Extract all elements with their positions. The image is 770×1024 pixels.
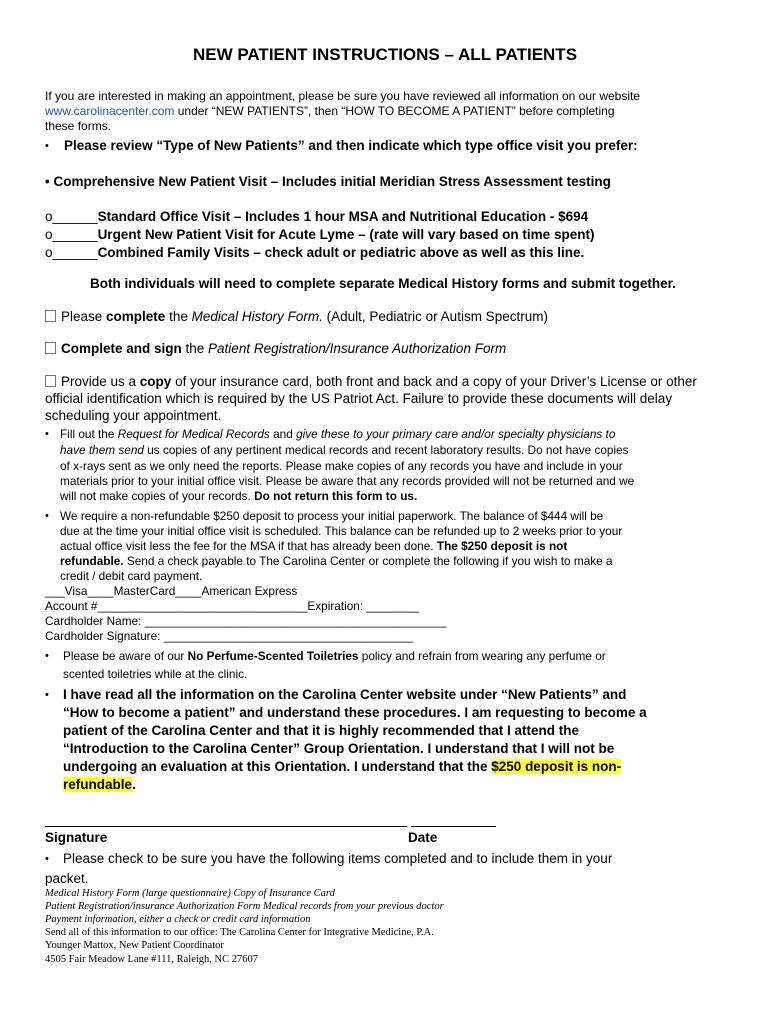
footer-line-5: Younger Mattox, New Patient Coordinator bbox=[45, 940, 224, 951]
option-marker: o______ bbox=[45, 245, 98, 260]
checklist-item-registration bbox=[45, 341, 506, 356]
packet-line-2: packet. bbox=[45, 871, 89, 886]
option-family[interactable] bbox=[45, 245, 584, 260]
text: have them send bbox=[60, 443, 144, 457]
footer-line-2: Patient Registration/insurance Authorization Form Medical records from your previous doctor bbox=[45, 901, 444, 912]
text: Patient Registration/Insurance Authorization Form bbox=[208, 341, 507, 356]
bullet: • bbox=[45, 650, 49, 662]
ack-line-4: “Introduction to the Carolina Center” Group Orientation. I understand that I will not be bbox=[63, 741, 615, 756]
deposit-line-5: credit / debit card payment. bbox=[60, 569, 203, 583]
website-link[interactable]: www.carolinacenter.com bbox=[45, 104, 175, 118]
cardholder-signature-field[interactable]: Cardholder Signature: ______________________________________ bbox=[45, 629, 414, 643]
text: No Perfume-Scented Toiletries bbox=[187, 649, 359, 663]
records-line-5 bbox=[60, 489, 417, 503]
date-line[interactable] bbox=[411, 826, 496, 827]
text: copy bbox=[139, 374, 172, 389]
signature-line[interactable] bbox=[45, 826, 407, 827]
option-urgent-lyme[interactable] bbox=[45, 227, 594, 242]
review-prompt: Please review “Type of New Patients” and then indicate which type office visit you prefer: bbox=[64, 138, 638, 153]
bullet: • bbox=[45, 140, 49, 152]
ack-line-6 bbox=[63, 777, 136, 792]
text: complete bbox=[106, 309, 166, 324]
text: Send a check payable to The Carolina Center or complete the following if you wish to make a bbox=[123, 554, 613, 568]
footer-line-4: Send all of this information to our office: The Carolina Center for Integrative Medicine, P.A. bbox=[45, 927, 434, 938]
text: The $250 deposit is not bbox=[436, 539, 568, 553]
bullet: • bbox=[45, 510, 49, 522]
checklist-item-insurance bbox=[45, 374, 697, 389]
bullet: • bbox=[45, 853, 49, 865]
deposit-line-4 bbox=[60, 554, 613, 568]
text: Please bbox=[61, 309, 107, 324]
records-line-3: of x-rays sent as we only need the reports. Please make copies of any records you have and include in your bbox=[60, 459, 623, 473]
records-line-2 bbox=[60, 443, 629, 457]
comprehensive-visit: • Comprehensive New Patient Visit – Includes initial Meridian Stress Assessment testing bbox=[45, 174, 611, 189]
deposit-line-1: We require a non-refundable $250 deposit to process your initial paperwork. The balance of $444 will be bbox=[60, 509, 604, 523]
checkbox-icon[interactable] bbox=[45, 310, 56, 322]
perfume-line-2: scented toiletries while at the clinic. bbox=[63, 667, 248, 681]
checklist-item-medical-history bbox=[45, 309, 548, 324]
text: . bbox=[132, 777, 136, 792]
text: will not make copies of your records. bbox=[60, 489, 255, 503]
signature-label: Signature bbox=[45, 830, 108, 845]
text: Request for Medical Records bbox=[117, 427, 270, 441]
deposit-line-3 bbox=[60, 539, 567, 553]
text: and bbox=[269, 427, 297, 441]
text: give these to your primary care and/or specialty physicians to bbox=[296, 427, 616, 441]
text: Complete and sign bbox=[61, 341, 182, 356]
text: Provide us a bbox=[61, 374, 140, 389]
text: the bbox=[181, 341, 209, 356]
text: Do not return this form to us. bbox=[254, 489, 418, 503]
intro-line-3: these forms. bbox=[45, 119, 112, 133]
ack-line-5 bbox=[63, 759, 621, 774]
text: the bbox=[165, 309, 192, 324]
highlighted-deposit-text: refundable bbox=[63, 777, 133, 792]
insurance-line-3: scheduling your appointment. bbox=[45, 408, 222, 423]
text: Please be aware of our bbox=[63, 649, 188, 663]
bullet: • bbox=[45, 428, 49, 440]
both-individuals-note: Both individuals will need to complete separate Medical History forms and submit together. bbox=[90, 276, 676, 291]
insurance-line-2: official identification which is required by the US Patriot Act. Failure to provide these documents will delay bbox=[45, 391, 673, 406]
text: Medical History Form. bbox=[191, 309, 323, 324]
card-type-field[interactable]: ___Visa____MasterCard____American Express bbox=[45, 584, 298, 598]
ack-line-1: I have read all the information on the Carolina Center website under “New Patients” and bbox=[63, 687, 627, 702]
text: policy and refrain from wearing any perfume or bbox=[358, 649, 606, 663]
cardholder-name-field[interactable]: Cardholder Name: ______________________________________________ bbox=[45, 614, 447, 628]
option-label: Standard Office Visit – Includes 1 hour MSA and Nutritional Education - $694 bbox=[97, 209, 589, 224]
account-expiration-field[interactable]: Account #________________________________Expiration: ________ bbox=[45, 599, 419, 613]
perfume-line-1 bbox=[63, 649, 606, 663]
ack-line-3: patient of the Carolina Center and that it is highly recommended that I attend the bbox=[63, 723, 580, 738]
checkbox-icon[interactable] bbox=[45, 342, 56, 354]
packet-line-1: Please check to be sure you have the following items completed and to include them in your bbox=[63, 851, 613, 866]
text: refundable. bbox=[60, 554, 124, 568]
option-label: Urgent New Patient Visit for Acute Lyme – (rate will vary based on time spent) bbox=[97, 227, 595, 242]
intro-line-2 bbox=[45, 104, 615, 118]
intro-line-1: If you are interested in making an appointment, please be sure you have reviewed all information on our website bbox=[45, 89, 641, 103]
text: Fill out the bbox=[60, 427, 118, 441]
deposit-line-2: due at the time your initial office visit is scheduled. This balance can be refunded up to 2 weeks prior to your bbox=[60, 524, 623, 538]
highlighted-deposit-text: $250 deposit is non- bbox=[491, 759, 622, 774]
records-line-4: materials prior to your initial office visit. Please be aware that any records provided will not be returned and we bbox=[60, 474, 635, 488]
records-line-1 bbox=[60, 427, 615, 441]
option-label: Combined Family Visits – check adult or pediatric above as well as this line. bbox=[97, 245, 585, 260]
text: actual office visit less the fee for the MSA if that has already been done. bbox=[60, 539, 437, 553]
checkbox-icon[interactable] bbox=[45, 375, 56, 387]
text: of your insurance card, both front and back and a copy of your Driver’s License or other bbox=[171, 374, 697, 389]
option-marker: o______ bbox=[45, 227, 98, 242]
ack-line-2: “How to become a patient” and understand these procedures. I am requesting to become a bbox=[63, 705, 647, 720]
page-title: NEW PATIENT INSTRUCTIONS – ALL PATIENTS bbox=[192, 45, 578, 64]
footer-address: 4505 Fair Meadow Lane #111, Raleigh, NC 27607 bbox=[45, 954, 258, 965]
text: (Adult, Pediatric or Autism Spectrum) bbox=[322, 309, 548, 324]
text: undergoing an evaluation at this Orientation. I understand that the bbox=[63, 759, 492, 774]
intro-line-2-rest: under “NEW PATIENTS”, then “HOW TO BECOME A PATIENT” before completing bbox=[174, 104, 615, 118]
footer-line-3: Payment information, either a check or credit card information bbox=[45, 914, 311, 925]
bullet: • bbox=[45, 689, 49, 701]
date-label: Date bbox=[408, 830, 438, 845]
footer-line-1: Medical History Form (large questionnaire) Copy of Insurance Card bbox=[45, 888, 335, 899]
option-marker: o______ bbox=[45, 209, 98, 224]
option-standard[interactable] bbox=[45, 209, 588, 224]
text: us copies of any pertinent medical records and recent laboratory results. Do not have copies bbox=[143, 443, 629, 457]
